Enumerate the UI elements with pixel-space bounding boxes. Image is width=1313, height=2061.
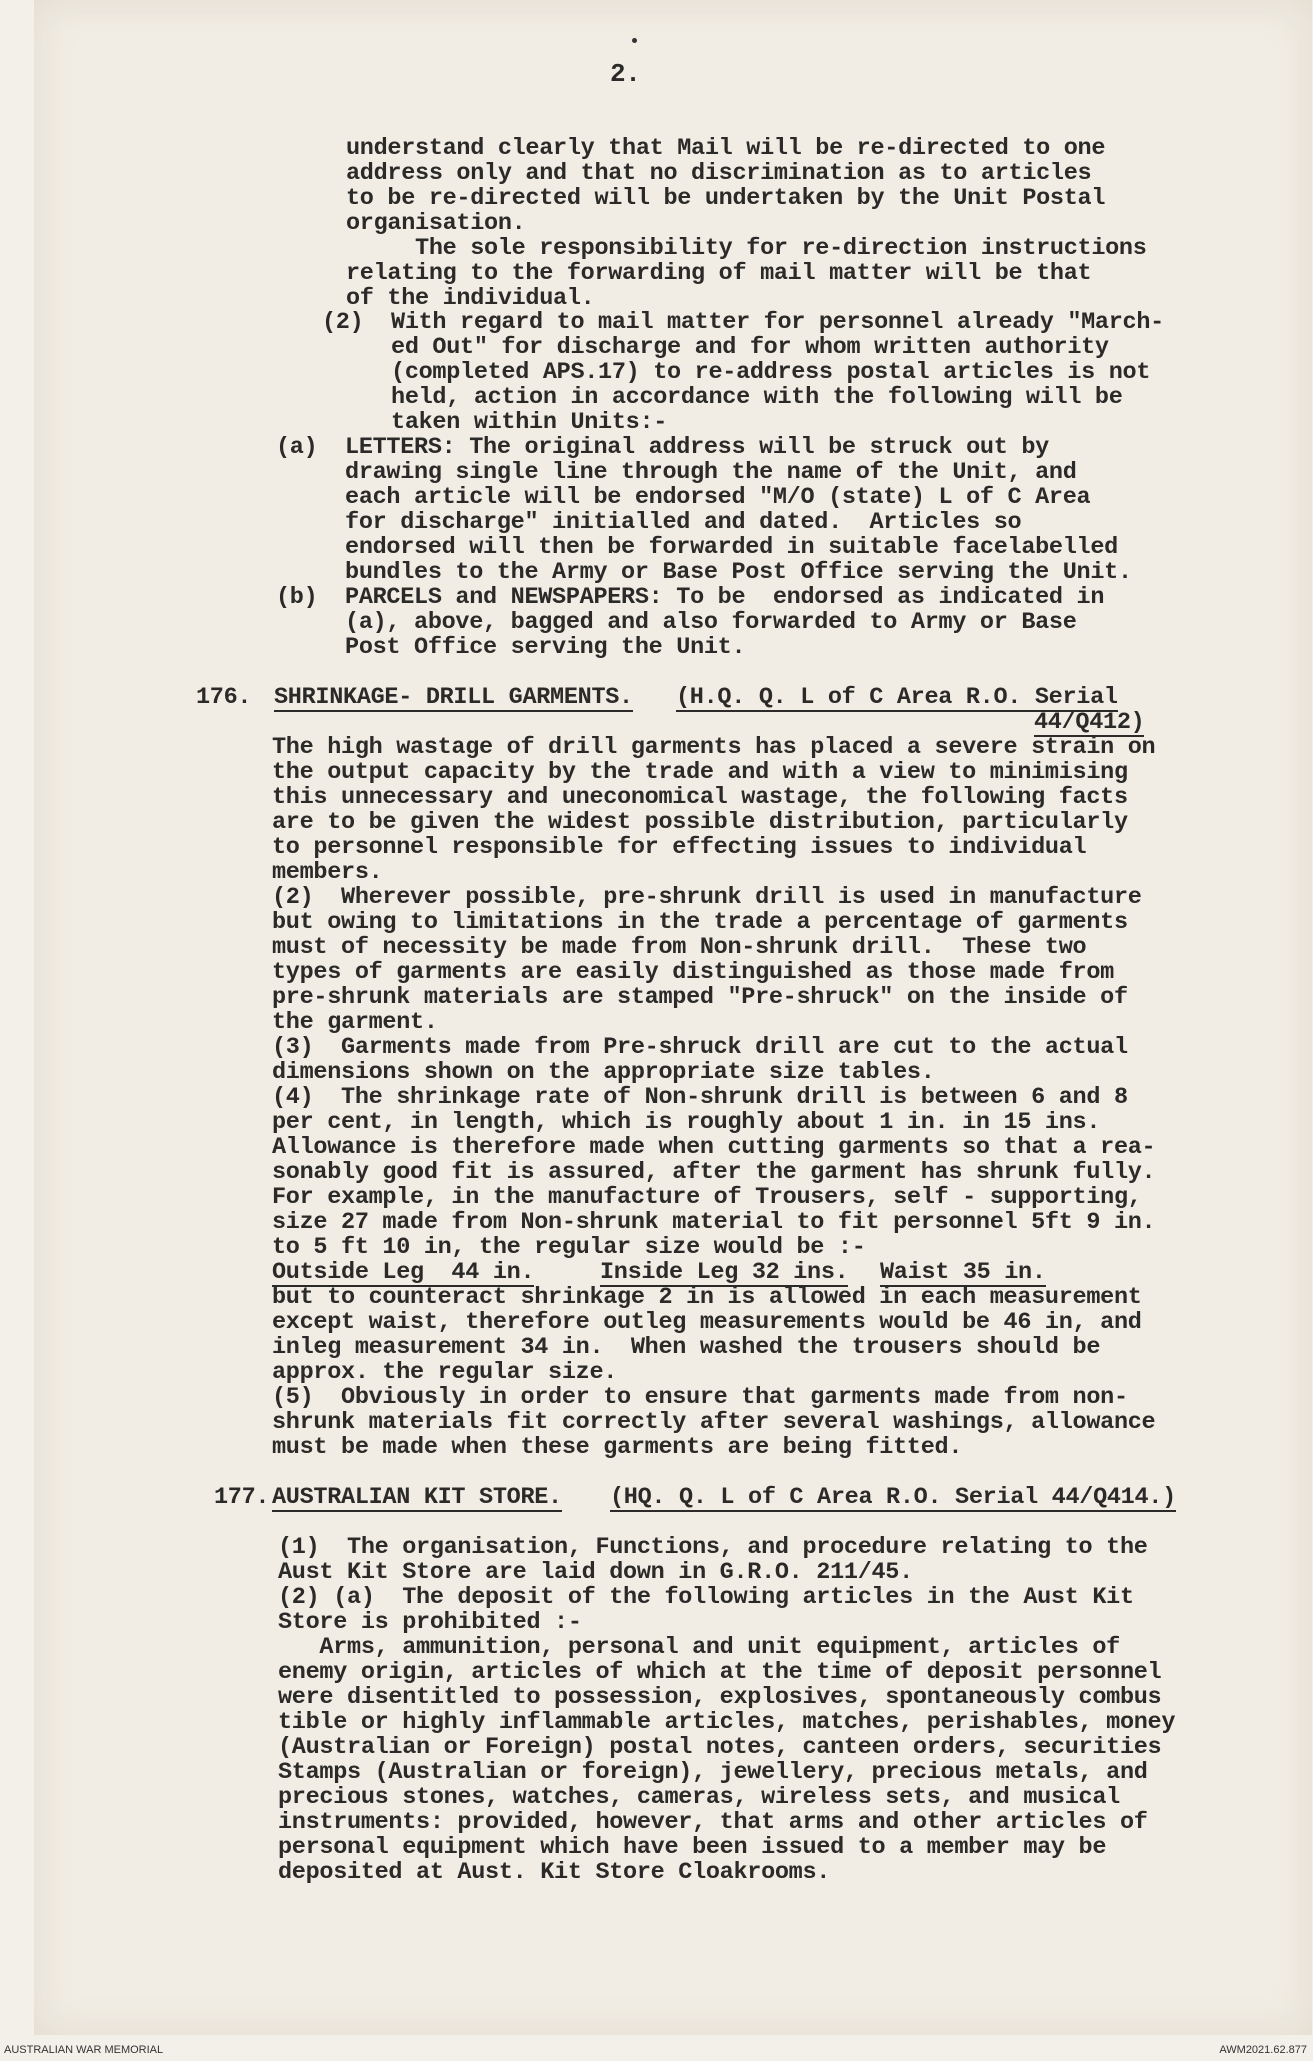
text-line: but to counteract shrinkage 2 in is allowed in each measurement (272, 1284, 1142, 1311)
footer-item-id: AWM2021.62.877 (1219, 2044, 1307, 2056)
measure-outside-leg: Outside Leg 44 in. (272, 1259, 535, 1286)
text-line: this unnecessary and uneconomical wastage, the following facts (272, 784, 1128, 811)
text-line: the output capacity by the trade and with a view to minimising (272, 759, 1128, 786)
text-line: shrunk materials fit correctly after several washings, allowance (272, 1409, 1156, 1436)
text-line: The sole responsibility for re-direction instructions (346, 235, 1147, 262)
text-line: to be re-directed will be undertaken by the Unit Postal (346, 185, 1106, 212)
text-line: drawing single line through the name of the Unit, and (276, 459, 1077, 486)
text-line: Aust Kit Store are laid down in G.R.O. 211/45. (278, 1559, 913, 1586)
text-line: must of necessity be made from Non-shrunk drill. These two (272, 934, 1087, 961)
text-line: (5) Obviously in order to ensure that garments made from non- (272, 1384, 1128, 1411)
section-number: 176. (196, 684, 252, 711)
text-line: bundles to the Army or Base Post Office serving the Unit. (276, 559, 1132, 586)
section-number: 177. (214, 1484, 270, 1511)
text-line: instruments: provided, however, that arms and other articles of (278, 1809, 1148, 1836)
text-line: to 5 ft 10 in, the regular size would be :- (272, 1234, 866, 1261)
text-line: sonably good fit is assured, after the garment has shrunk fully. (272, 1159, 1156, 1186)
text-line: inleg measurement 34 in. When washed the trousers should be (272, 1334, 1101, 1361)
measure-inside-leg: Inside Leg 32 ins. (600, 1259, 849, 1286)
section-title: SHRINKAGE- DRILL GARMENTS. (274, 684, 633, 711)
text-line: held, action in accordance with the following will be (322, 384, 1123, 411)
text-line: Arms, ammunition, personal and unit equipment, articles of (278, 1634, 1120, 1661)
text-line: taken within Units:- (322, 409, 668, 436)
text-line: precious stones, watches, cameras, wireless sets, and musical (278, 1784, 1120, 1811)
text-line: dimensions shown on the appropriate size tables. (272, 1059, 935, 1086)
text-line: members. (272, 859, 383, 886)
section-reference: (HQ. Q. L of C Area R.O. Serial 44/Q414.) (610, 1484, 1176, 1511)
text-line: Stamps (Australian or foreign), jewellery, precious metals, and (278, 1759, 1148, 1786)
section-title: AUSTRALIAN KIT STORE. (272, 1484, 562, 1511)
text-line: types of garments are easily distinguished as those made from (272, 959, 1114, 986)
text-line: pre-shrunk materials are stamped "Pre-shruck" on the inside of (272, 984, 1128, 1011)
text-line: (completed APS.17) to re-address postal articles is not (322, 359, 1151, 386)
measure-waist: Waist 35 in. (880, 1259, 1046, 1286)
text-line: are to be given the widest possible distribution, particularly (272, 809, 1128, 836)
text-line: address only and that no discrimination as to articles (346, 160, 1092, 187)
footer-archive-name: AUSTRALIAN WAR MEMORIAL (4, 2044, 164, 2056)
text-line: (4) The shrinkage rate of Non-shrunk drill is between 6 and 8 (272, 1084, 1128, 1111)
page-number: 2. (610, 59, 641, 89)
text-line: each article will be endorsed "M/O (state) L of C Area (276, 484, 1091, 511)
text-line: organisation. (346, 210, 526, 237)
text-line: for discharge" initialled and dated. Articles so (276, 509, 1022, 536)
text-line: understand clearly that Mail will be re-directed to one (346, 135, 1106, 162)
text-line: except waist, therefore outleg measurements would be 46 in, and (272, 1309, 1142, 1336)
text-line: (a) LETTERS: The original address will be struck out by (276, 434, 1049, 461)
text-line: deposited at Aust. Kit Store Cloakrooms. (278, 1859, 831, 1886)
text-line: (2) With regard to mail matter for personnel already "March- (322, 309, 1164, 336)
text-line: personal equipment which have been issued to a member may be (278, 1834, 1107, 1861)
text-line: (Australian or Foreign) postal notes, canteen orders, securities (278, 1734, 1162, 1761)
text-line: of the individual. (346, 285, 595, 312)
text-line: Post Office serving the Unit. (276, 634, 746, 661)
text-line: per cent, in length, which is roughly about 1 in. in 15 ins. (272, 1109, 1101, 1136)
text-line: For example, in the manufacture of Trousers, self - supporting, (272, 1184, 1142, 1211)
text-line: must be made when these garments are being fitted. (272, 1434, 963, 1461)
text-line: approx. the regular size. (272, 1359, 618, 1386)
text-line: (2) Wherever possible, pre-shrunk drill is used in manufacture (272, 884, 1142, 911)
section-reference: (H.Q. Q. L of C Area R.O. Serial (676, 684, 1118, 711)
punch-mark (632, 38, 637, 43)
text-line: (1) The organisation, Functions, and procedure relating to the (278, 1534, 1148, 1561)
text-line: to personnel responsible for effecting issues to individual (272, 834, 1087, 861)
text-line: tible or highly inflammable articles, matches, perishables, money (278, 1709, 1176, 1736)
text-line: size 27 made from Non-shrunk material to fit personnel 5ft 9 in. (272, 1209, 1156, 1236)
text-line: enemy origin, articles of which at the time of deposit personnel (278, 1659, 1162, 1686)
text-line: Store is prohibited :- (278, 1609, 582, 1636)
text-line: relating to the forwarding of mail matter will be that (346, 260, 1092, 287)
text-line: the garment. (272, 1009, 438, 1036)
text-line: Allowance is therefore made when cutting garments so that a rea- (272, 1134, 1156, 1161)
text-line: (2) (a) The deposit of the following articles in the Aust Kit (278, 1584, 1134, 1611)
text-line: (a), above, bagged and also forwarded to Army or Base (276, 609, 1077, 636)
text-line: endorsed will then be forwarded in suitable facelabelled (276, 534, 1118, 561)
text-line: (b) PARCELS and NEWSPAPERS: To be endorsed as indicated in (276, 584, 1105, 611)
text-line: (3) Garments made from Pre-shruck drill are cut to the actual (272, 1034, 1128, 1061)
text-line: ed Out" for discharge and for whom written authority (322, 334, 1109, 361)
text-line: were disentitled to possession, explosives, spontaneously combus (278, 1684, 1162, 1711)
text-line: The high wastage of drill garments has placed a severe strain on (272, 734, 1156, 761)
text-line: but owing to limitations in the trade a percentage of garments (272, 909, 1128, 936)
section-reference-cont: 44/Q412) (1034, 709, 1145, 736)
